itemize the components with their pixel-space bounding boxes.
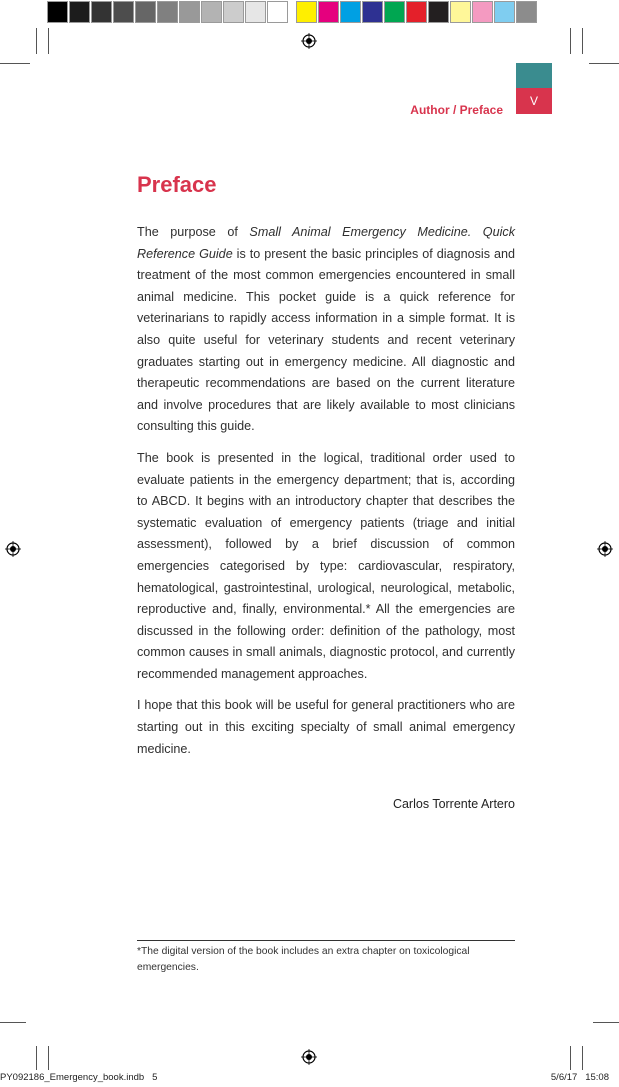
color-swatch bbox=[223, 1, 244, 23]
color-swatch bbox=[267, 1, 288, 23]
paragraph bbox=[137, 222, 515, 438]
color-swatch bbox=[113, 1, 134, 23]
running-head: Author / Preface bbox=[410, 103, 503, 117]
crop-mark bbox=[570, 28, 571, 54]
crop-mark bbox=[589, 63, 619, 64]
author-signature: Carlos Torrente Artero bbox=[392, 797, 515, 811]
footnote-rule bbox=[137, 940, 515, 941]
color-swatch bbox=[179, 1, 200, 23]
book-title: Small Animal Emergency Medicine. Quick Reference Guide bbox=[137, 225, 515, 261]
crop-mark bbox=[582, 1046, 583, 1070]
color-swatch bbox=[69, 1, 90, 23]
crop-mark bbox=[582, 28, 583, 54]
color-swatch bbox=[47, 1, 68, 23]
paragraph: The book is presented in the logical, traditional order used to evaluate patients in the emergency department; that is, according to ABCD. It begins with an introductory chapter that describes the systematic evaluation of emergency patients (triage and initial assessment), followed by a brief discussion of common emergencies categorised by type: cardiovascular, respiratory, hematological, gastrointestinal, urological, neurological, metabolic, reproductive and, finally, environmental.* All the emergencies are discussed in the following order: definition of the pathology, most common causes in small animals, diagnostic protocol, and currently recommended management approaches. bbox=[137, 450, 515, 681]
crop-mark bbox=[48, 1046, 49, 1070]
registration-mark-icon bbox=[301, 1049, 317, 1065]
color-swatch bbox=[318, 1, 339, 23]
paragraph: I hope that this book will be useful for general practitioners who are starting out in this exciting specialty of small animal emergency medicine. bbox=[137, 698, 515, 756]
crop-mark bbox=[0, 63, 30, 64]
color-swatch bbox=[157, 1, 178, 23]
color-swatch bbox=[494, 1, 515, 23]
color-swatch bbox=[296, 1, 317, 23]
color-swatch bbox=[450, 1, 471, 23]
file-slug: PY092186_Emergency_book.indb 5 bbox=[0, 1072, 158, 1083]
color-swatch bbox=[472, 1, 493, 23]
date-slug: 5/6/17 15:08 bbox=[550, 1072, 609, 1083]
crop-mark bbox=[36, 28, 37, 54]
registration-mark-icon bbox=[597, 541, 613, 557]
paragraph-text: is to present the basic principles of diagnosis and treatment of the most common emergencies encountered in small animal medicine. This pocket guide is a quick reference for veterinarians to rapidly access information in a simple format. It is also quite useful for veterinary students and recent veterinary graduates starting out in emergency medicine. All diagnostic and therapeutic recommendations are based on the current literature and involve procedures that are likely available to most clinicians consulting this guide. bbox=[137, 246, 515, 434]
page-title: Preface bbox=[137, 172, 217, 197]
body-text bbox=[137, 222, 515, 770]
crop-mark bbox=[570, 1046, 571, 1070]
registration-mark-icon bbox=[301, 33, 317, 49]
color-swatch bbox=[406, 1, 427, 23]
crop-mark bbox=[0, 1022, 26, 1023]
registration-mark-icon bbox=[5, 541, 21, 557]
page-number: V bbox=[516, 88, 552, 114]
print-color-bar bbox=[47, 1, 538, 23]
crop-mark bbox=[593, 1022, 619, 1023]
color-swatch bbox=[516, 1, 537, 23]
color-swatch bbox=[362, 1, 383, 23]
color-swatch bbox=[428, 1, 449, 23]
color-swatch bbox=[245, 1, 266, 23]
chapter-tab bbox=[516, 63, 552, 88]
paragraph-text: The purpose of bbox=[137, 225, 250, 239]
crop-mark bbox=[48, 28, 49, 54]
color-swatch bbox=[340, 1, 361, 23]
color-swatch bbox=[135, 1, 156, 23]
color-swatch bbox=[384, 1, 405, 23]
color-swatch bbox=[91, 1, 112, 23]
color-swatch bbox=[201, 1, 222, 23]
crop-mark bbox=[36, 1046, 37, 1070]
footnote: *The digital version of the book includes an extra chapter on toxicological emergencies. bbox=[137, 946, 470, 973]
